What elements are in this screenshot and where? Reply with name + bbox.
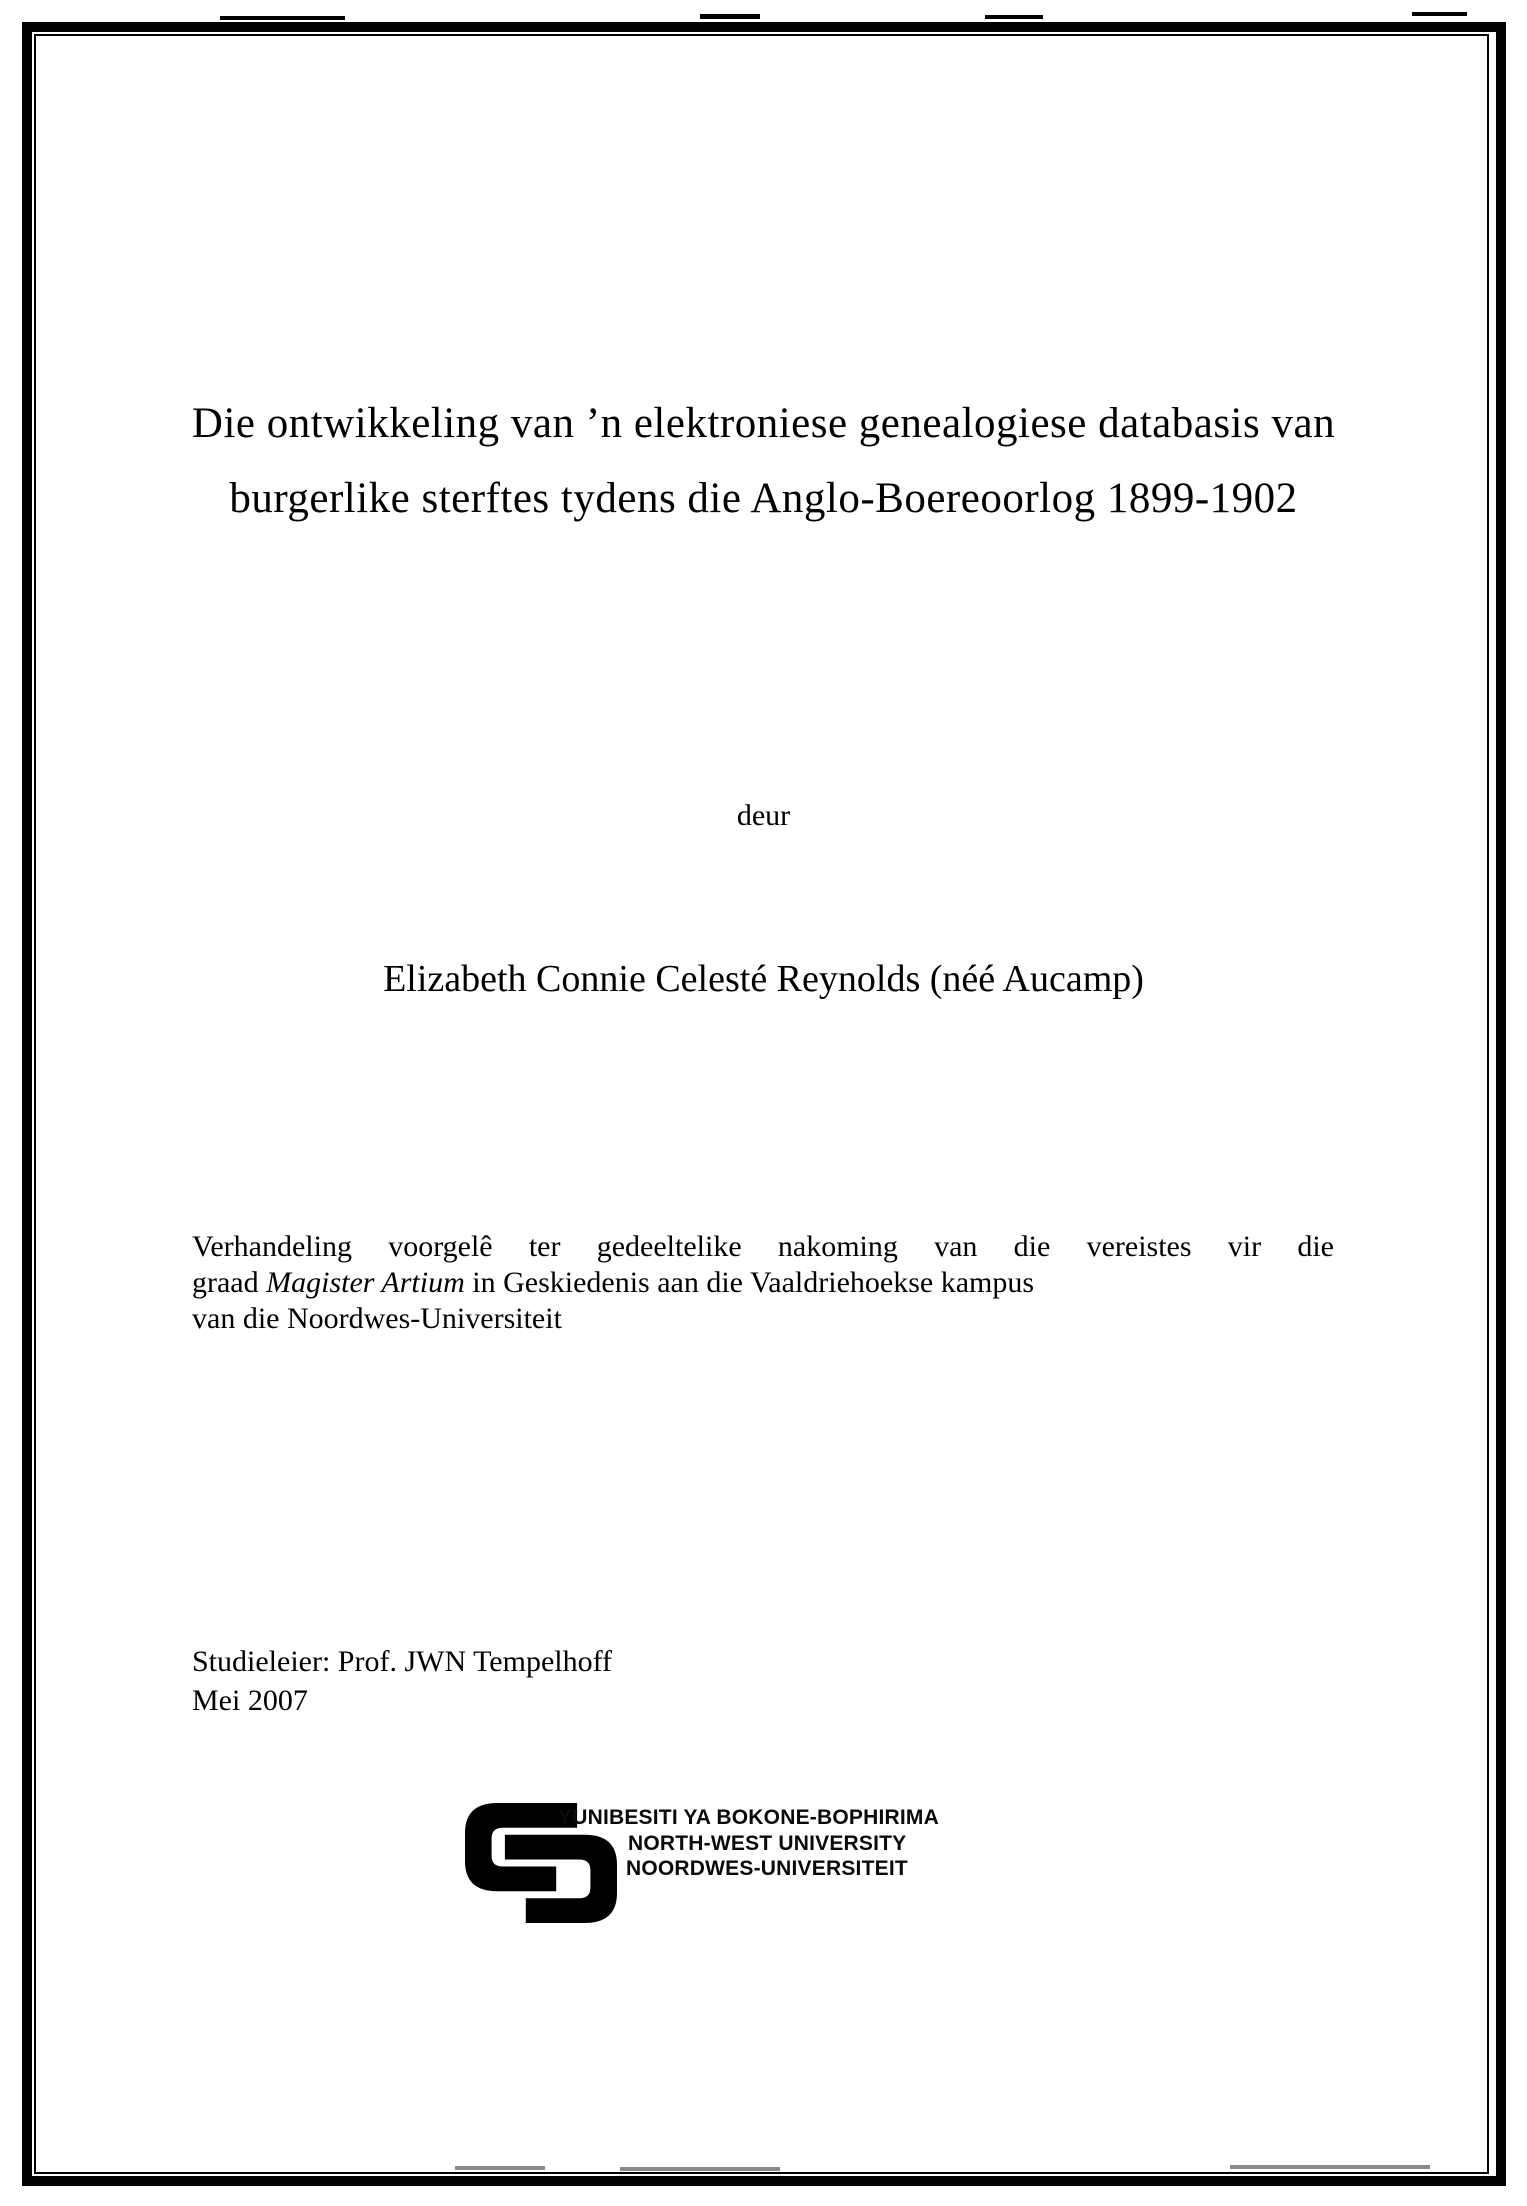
scan-artifact — [700, 14, 760, 19]
scan-artifact — [1230, 2165, 1430, 2169]
degree-statement-line-2 — [192, 1265, 1334, 1301]
byline-preposition: deur — [736, 799, 791, 832]
logo-text-afrikaans: NOORDWES-UNIVERSITEIT — [626, 1857, 908, 1880]
supervisor-line: Studieleier: Prof. JWN Tempelhoff — [192, 1645, 613, 1678]
thesis-title-line-2: burgerlike sterftes tydens die Anglo-Boereoorlog 1899-1902 — [229, 475, 1298, 522]
degree-statement — [192, 1229, 1334, 1337]
author-name: Elizabeth Connie Celesté Reynolds (néé Aucamp) — [383, 958, 1144, 1000]
logo-text-setswana: YUNIBESITI YA BOKONE-BOPHIRIMA — [558, 1806, 939, 1829]
scan-artifact — [455, 2166, 545, 2170]
logo-text-english: NORTH-WEST UNIVERSITY — [628, 1832, 907, 1855]
scan-artifact — [985, 15, 1043, 19]
degree-statement-line-1: Verhandeling voorgelê ter gedeeltelike nakoming van die vereistes vir die — [192, 1230, 1334, 1263]
supervisor-block — [192, 1642, 612, 1720]
scan-artifact — [1412, 12, 1467, 16]
scan-artifact — [220, 16, 345, 20]
degree-name-italic: Magister Artium — [266, 1266, 465, 1299]
thesis-title-line-1: Die ontwikkeling van ’n elektroniese genealogiese databasis van — [191, 400, 1336, 447]
scan-artifact — [620, 2167, 780, 2171]
degree-statement-line-2-suffix: in Geskiedenis aan die Vaaldriehoekse kampus — [464, 1266, 1035, 1299]
date-line: Mei 2007 — [192, 1684, 308, 1717]
degree-statement-line-3: van die Noordwes-Universiteit — [192, 1302, 562, 1335]
degree-statement-line-2-prefix: graad — [192, 1266, 267, 1299]
